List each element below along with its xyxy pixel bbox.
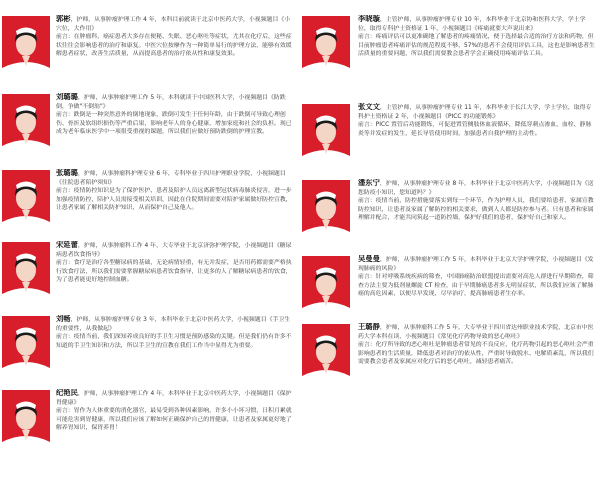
nurse-name: 纪艳民: [56, 389, 78, 397]
profile-text: [56, 15, 294, 84]
portrait-photo: [302, 104, 350, 168]
nurse-description: 前言：疼痛评估可以更准确地了解患者的疼痛情况，便于选择最合适的治疗方法和药物，但目前肿瘤患者疼痛评估的规范程度不够，57%的患者不会使用评估工具，这也是影响患者生活质量的重要问题，所以我们需要教会患者学会正确使用疼痛评估工具。: [358, 34, 595, 58]
portrait-photo: [302, 180, 350, 244]
profile-card-liu-chang: [0, 312, 298, 384]
portrait-photo: [2, 316, 50, 380]
profile-text: [358, 179, 596, 248]
nurse-description: 前言：PICC 置管后功能锻炼，可促进置管侧肢体血液循环，降低穿刺点渗血、血栓、静脉炎等并发症的发生，延长导管使用时间，加强患者自我护理的主动性。: [358, 122, 592, 137]
nurse-role: ，护师，从事肿瘤科护理专业 6 年，专科毕业于四川护理职业学院，小视频题目《住院患者陪护须知》: [56, 171, 286, 186]
profile-card-liu-lulu: [0, 90, 298, 162]
nurse-name: 刘璐璐: [56, 93, 78, 101]
profile-text: [56, 389, 294, 458]
nurse-name: 吴曼曼: [358, 255, 380, 263]
profile-card-zhang-wenwen: [300, 100, 600, 172]
nurse-description: 前言：跌倒是一种突然意外的倒地现象，跌倒可发生于任何年龄，由于跌倒可导致心理创伤、骨折及软组织损伤等严重后果，影响老年人的身心健康，增加家庭和社会的负担。现已成为老年临床医学中一项很受重视的课题，所以我们应做好预防跌倒的护理宣教。: [56, 112, 292, 136]
profile-card-zhang-lulu: [0, 166, 298, 238]
portrait-photo: [302, 16, 350, 80]
portrait-photo: [2, 16, 50, 80]
nurse-name: 张文文: [358, 103, 380, 111]
nurse-name: 宋延蕾: [56, 241, 78, 249]
nurse-description: 前言：胃作为人体重要的消化器官，最易受到各种因素影响，许多小小坏习惯，日积月累就可能危害到胃健康，所以我们应该了解如何正确保护自己的胃健康，让患者及家属更好地了解养胃知识，保胃养胃！: [56, 408, 292, 432]
profile-text: [358, 255, 596, 324]
portrait-photo: [2, 390, 50, 454]
profile-card-wu-manman: [300, 252, 600, 324]
nurse-role: ，护师，从事肿瘤护理工作 5 年，本科就读于中国医科大学，小视频题目《防跌倒，争做"不倒翁"》: [56, 95, 286, 110]
nurse-description: 前言：化疗所导致的恶心呕吐是肿瘤患者常见的不良反应，化疗药物引起的恶心呕吐会严重影响患者的生活质量，降低患者对治疗的依从性，严重时导致脱水、电解质紊乱，所以我们需要教会患者及家属应对化疗后的恶心呕吐，减轻患者痛苦。: [358, 342, 594, 366]
nurse-role: ，护师，从事肿瘤护理工作 4 年，本科目前就读于北京中医药大学，小视频题目《小穴位，大作用》: [56, 17, 291, 32]
portrait-photo: [2, 170, 50, 234]
nurse-role: ，护师，从事肿瘤护理专业 3 年，本科毕业于北京中医药大学，小视频题目《手卫生的重要性，从我做起》: [56, 317, 291, 332]
profile-text: [358, 15, 596, 84]
profile-card-guo-bin: [0, 12, 298, 84]
nurse-role: ，护师，从事肿瘤科工作 4 年，大专毕业于北京济弥护理学院，小视频题目《糖尿病患者饮食指导》: [56, 243, 292, 258]
nurse-name: 张璐璐: [56, 169, 78, 177]
nurse-name: 李晓璇: [358, 15, 380, 23]
profile-card-pan-dongning: [300, 176, 600, 248]
nurse-name: 郭彬: [56, 15, 71, 23]
nurse-name: 刘畅: [56, 315, 71, 323]
nurse-description: 前言：食疗是治疗各型糖尿病的基础，无论病情轻重，有无并发症，是否用药都需要严格执行饮食疗法，所以我们需要掌握糖尿病患者饮食指导，让更多的人了解糖尿病患者的饮食，为了患者能更好地控制血糖。: [56, 260, 292, 284]
profile-card-li-xiaoxuan: [300, 12, 600, 84]
profile-card-ji-yanmin: [0, 386, 298, 458]
portrait-photo: [302, 324, 350, 388]
profile-text: [358, 323, 596, 392]
nurse-description: 前言：疫情防控知识是为了保护医护、患者及陪护人员远离新型冠状病毒肺炎侵害，进一步加强疫情防控，陪护人员需接受相关培训，因此在住院期间需要对陪护家属做好防控宣教，让患者家属了解相关防护知识，从而保护自己及他人。: [56, 188, 292, 212]
profile-text: [56, 93, 294, 162]
nurse-description: 前言：疫情当前，我们深知养成良好的手卫生习惯是预防感染的关键。但是我们仍有许多不知道的手卫生知识和方法，所以手卫生的宣教在我们工作当中显得尤为重要。: [56, 334, 292, 349]
nurse-name: 潘东宁: [358, 179, 380, 187]
profile-card-song-yanlei: [0, 238, 298, 310]
profile-text: [56, 169, 294, 238]
nurse-description: 前言：疫情当前，防控措施要落实到每一个环节，作为护理人员，我们要给患者、家属宣教防控知识，让患者及家属了解防控的相关要求，做到人人都是防控参与者。只有患者和家属理解并配合，才能共同筑起一道防控墙，保护好我们的患者，保护好自己和家人。: [358, 198, 594, 222]
nurse-role: ，护师，从事肿瘤护理工作 5 年，本科毕业于北京大学护理学院，小视频题目《发现肺癌的风险》: [358, 257, 594, 272]
profile-text: [358, 103, 596, 172]
portrait-photo: [2, 94, 50, 158]
nurse-role: ，主管护师，从事肿瘤护理专业 11 年，本科毕业于长江大学，学士学位，取得专科护士资格证 2 年，小视频题目《PICC 的功能锻炼》: [358, 105, 592, 120]
profile-card-wang-lujing: [300, 320, 600, 392]
nurse-description: 前言：在肿瘤科，癌症患者大多存在便秘、失眠、恶心呕吐等症状，尤其在化疗后，这些症状往往会影响患者的治疗和康复。中医穴位按摩作为一种简单易行的护理方法，能够有效缓解患者症状，改善生活质量，从而提高患者的治疗依从性和康复效果。: [56, 34, 292, 58]
nurse-role: ，护师，从事肿瘤护理工作 4 年，本科毕业于北京中医药大学，小视频题目《保护胃健康》: [56, 391, 292, 406]
portrait-photo: [302, 256, 350, 320]
profile-text: [56, 241, 294, 310]
nurse-role: ，护师，从事肿瘤护理专业 8 年，本科毕业于北京中医药大学，小视频题目为《送您防疫小知识，您知道吗？》: [358, 181, 594, 196]
nurse-role: ，护师，从事肿瘤科工作 5 年，大专毕业于四川省达州职业技术学院，北京市中医药大学本科在读，小视频题目《常见化疗药物导致的恶心呕吐》: [358, 325, 594, 340]
profile-text: [56, 315, 294, 384]
nurse-role: ，主管护师，从事肿瘤护理专业 10 年，本科毕业于北京协和医科大学，学士学位，取得专科护士资格证 1 年，小视频题目《疼痛就要大声说出来》: [358, 17, 586, 32]
nurse-name: 王璐静: [358, 323, 380, 331]
portrait-photo: [2, 242, 50, 306]
nurse-description: 前言：针对呼吸系统疾病的筛查，中国肺癌防治联盟提出需要对高危人群进行早期筛查，筛查方法主要为低剂量螺旋 CT 检查，由于早期肺癌患者多无明显症状，所以我们应该了解肺癌的高危因素，以便尽早发现，尽早治疗，提高肺癌患者生存率。: [358, 274, 594, 298]
